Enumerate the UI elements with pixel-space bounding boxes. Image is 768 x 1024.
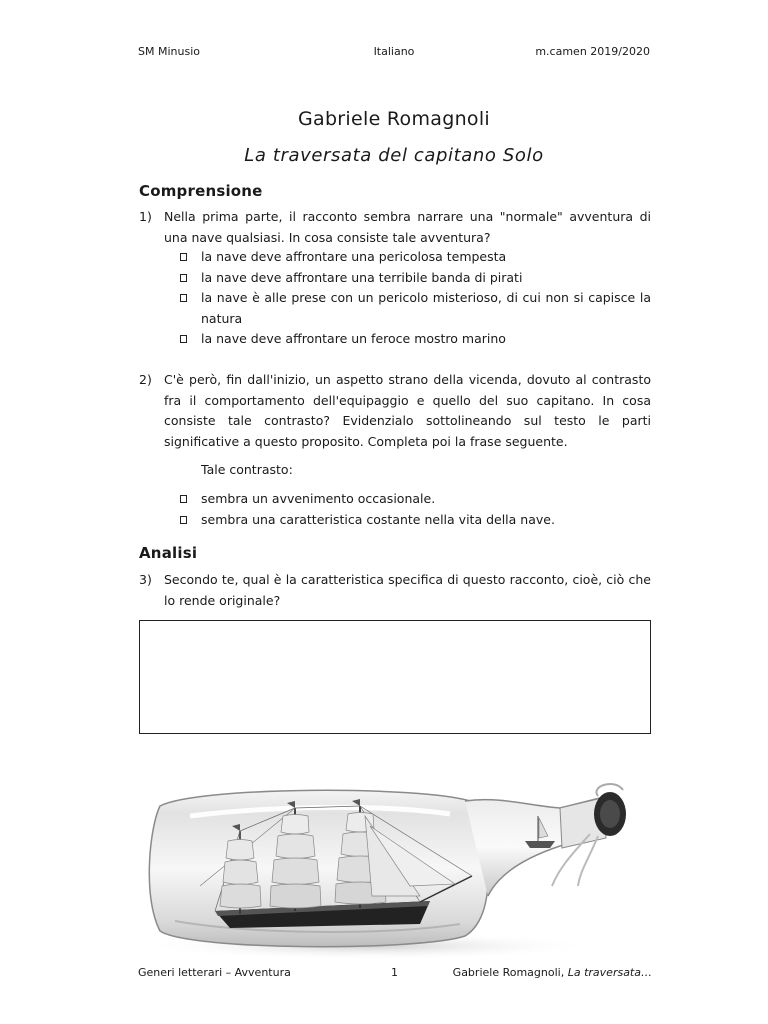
- option-label: sembra un avvenimento occasionale.: [201, 491, 436, 506]
- page-number: 1: [391, 966, 398, 979]
- option-item[interactable]: [180, 510, 651, 531]
- checkbox-icon[interactable]: [180, 294, 187, 302]
- header-author-year: m.camen 2019/2020: [535, 45, 650, 58]
- footer-work-title: La traversata…: [567, 966, 652, 979]
- question-2: [139, 370, 651, 452]
- question-text: Nella prima parte, il racconto sembra narrare una "normale" avventura di una nave qualsiasi. In cosa consiste tale avventura?: [164, 209, 651, 245]
- option-item[interactable]: [180, 268, 651, 289]
- option-item[interactable]: [180, 288, 651, 329]
- section-heading-comprensione: Comprensione: [139, 182, 263, 200]
- option-item[interactable]: [180, 247, 651, 268]
- document-title: Gabriele Romagnoli: [297, 108, 491, 130]
- question-text: Secondo te, qual è la caratteristica specifica di questo racconto, cioè, ciò che lo rende originale?: [164, 572, 651, 608]
- contrast-label: Tale contrasto:: [201, 462, 293, 477]
- option-item[interactable]: [180, 329, 651, 350]
- question-number: 3): [139, 572, 152, 587]
- page-header: [138, 44, 650, 60]
- section-heading-analisi: Analisi: [139, 544, 198, 562]
- option-label: sembra una caratteristica costante nella vita della nave.: [201, 511, 555, 527]
- checkbox-icon[interactable]: [180, 253, 187, 261]
- question-number: 1): [139, 209, 152, 224]
- answer-box[interactable]: [139, 620, 651, 734]
- document-subtitle: La traversata del capitano Solo: [244, 145, 544, 166]
- footer-reference: [453, 965, 652, 981]
- page-footer: [138, 965, 652, 981]
- checkbox-icon[interactable]: [180, 274, 187, 282]
- footer-author: Gabriele Romagnoli,: [452, 966, 568, 979]
- header-subject: Italiano: [373, 45, 415, 58]
- option-label: la nave deve affrontare un feroce mostro marino: [201, 331, 506, 346]
- option-label: la nave deve affrontare una terribile banda di pirati: [201, 269, 523, 285]
- question-1: [139, 207, 651, 248]
- question-1-options: [180, 247, 651, 350]
- header-school: SM Minusio: [138, 45, 200, 58]
- question-number: 2): [139, 372, 152, 387]
- question-3: [139, 570, 651, 611]
- checkbox-icon[interactable]: [180, 495, 187, 503]
- checkbox-icon[interactable]: [180, 516, 187, 524]
- question-2-options: [180, 489, 651, 530]
- option-label: la nave deve affrontare una pericolosa tempesta: [201, 249, 507, 264]
- checkbox-icon[interactable]: [180, 335, 187, 343]
- ship-in-bottle-image: [120, 746, 660, 960]
- option-label: la nave è alle prese con un pericolo misterioso, di cui non si capisce la natura: [201, 290, 651, 326]
- question-text: C'è però, fin dall'inizio, un aspetto strano della vicenda, dovuto al contrasto fra il comportamento dell'equipaggio e quello del suo capitano. In cosa consiste tale contrasto? Evidenzialo sottolineando sul testo le parti significative a questo proposito. Completa poi la frase seguente.: [164, 372, 651, 449]
- option-item[interactable]: [180, 489, 651, 510]
- footer-genre: Generi letterari – Avventura: [138, 966, 291, 979]
